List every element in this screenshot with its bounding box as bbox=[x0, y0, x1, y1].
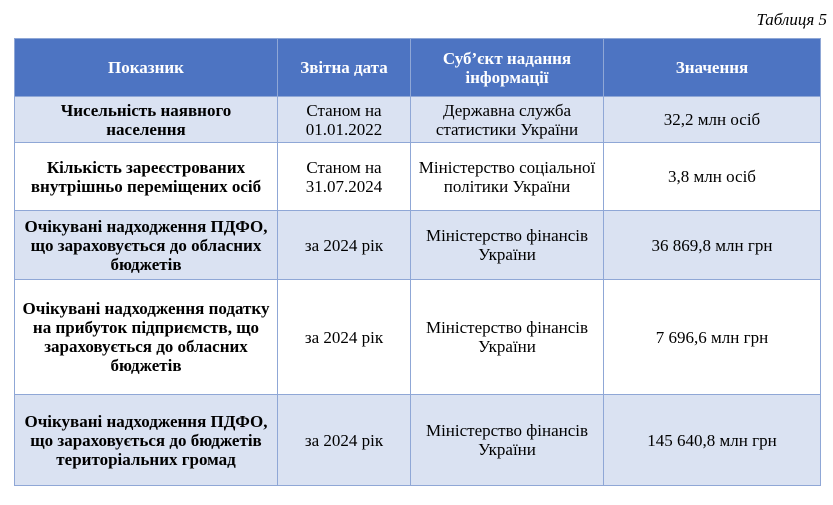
cell-indicator: Очікувані надходження ПДФО, що зараховується до бюджетів територіальних громад bbox=[15, 395, 278, 486]
cell-value: 7 696,6 млн грн bbox=[604, 280, 821, 395]
cell-source: Міністерство соціальної політики України bbox=[411, 143, 604, 211]
table-row bbox=[15, 211, 821, 280]
cell-source: Міністерство фінансів України bbox=[411, 280, 604, 395]
cell-value: 32,2 млн осіб bbox=[604, 97, 821, 143]
cell-date: за 2024 рік bbox=[278, 395, 411, 486]
table-row bbox=[15, 395, 821, 486]
cell-indicator: Кількість зареєстрованих внутрішньо переміщених осіб bbox=[15, 143, 278, 211]
table-row bbox=[15, 97, 821, 143]
cell-source: Державна служба статистики України bbox=[411, 97, 604, 143]
header-indicator: Показник bbox=[15, 39, 278, 97]
cell-date: за 2024 рік bbox=[278, 280, 411, 395]
table-row bbox=[15, 143, 821, 211]
cell-indicator: Очікувані надходження податку на прибуток підприємств, що зараховується до обласних бюджетів bbox=[15, 280, 278, 395]
cell-value: 36 869,8 млн грн bbox=[604, 211, 821, 280]
data-table bbox=[14, 38, 821, 486]
header-value: Значення bbox=[604, 39, 821, 97]
header-source: Суб’єкт надання інформації bbox=[411, 39, 604, 97]
cell-value: 3,8 млн осіб bbox=[604, 143, 821, 211]
cell-indicator: Очікувані надходження ПДФО, що зараховується до обласних бюджетів bbox=[15, 211, 278, 280]
cell-value: 145 640,8 млн грн bbox=[604, 395, 821, 486]
header-date: Звітна дата bbox=[278, 39, 411, 97]
cell-source: Міністерство фінансів України bbox=[411, 395, 604, 486]
cell-date: Станом на 01.01.2022 bbox=[278, 97, 411, 143]
header-row bbox=[15, 39, 821, 97]
cell-date: Станом на 31.07.2024 bbox=[278, 143, 411, 211]
cell-date: за 2024 рік bbox=[278, 211, 411, 280]
table-caption: Таблиця 5 bbox=[756, 10, 827, 29]
cell-source: Міністерство фінансів України bbox=[411, 211, 604, 280]
cell-indicator: Чисельність наявного населення bbox=[15, 97, 278, 143]
table-row bbox=[15, 280, 821, 395]
